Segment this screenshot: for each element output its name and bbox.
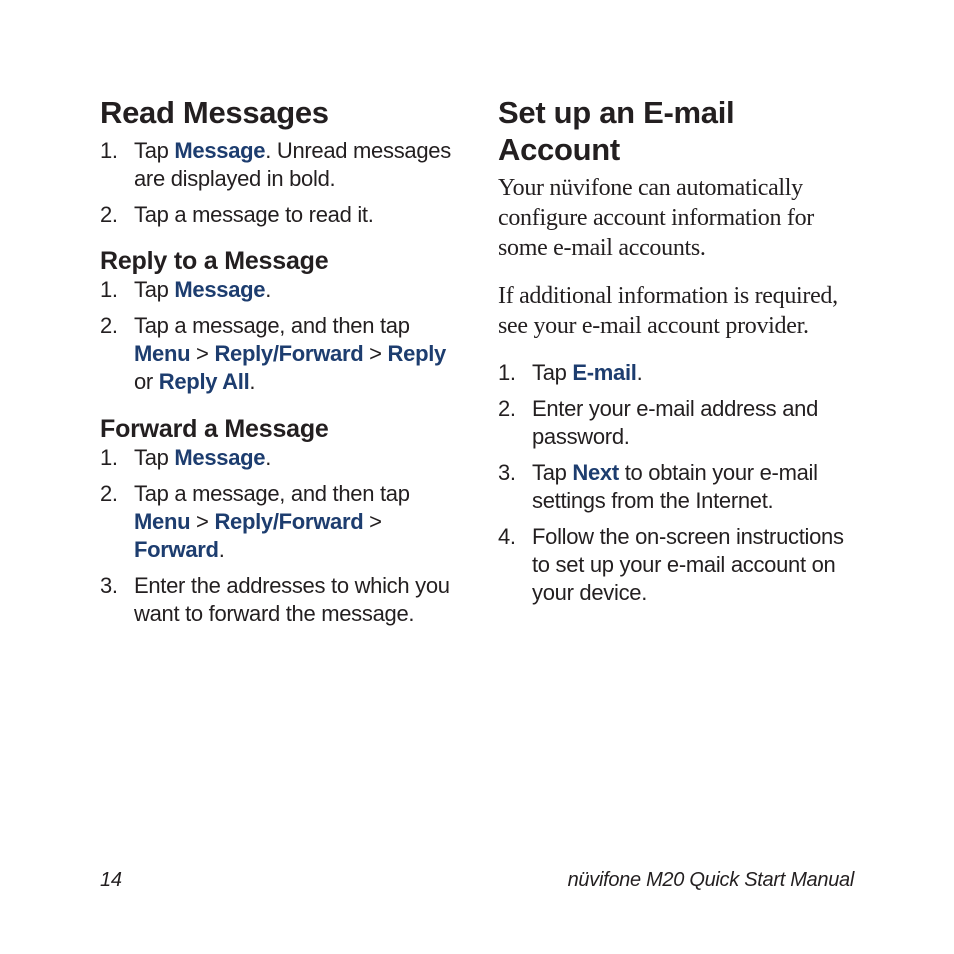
list-item: 3. Tap Next to obtain your e-mail settings from the Internet. xyxy=(498,460,818,513)
forward-key: Forward xyxy=(134,537,219,562)
list-item: 3. Enter the addresses to which you want to forward the message. xyxy=(100,573,450,626)
next-key: Next xyxy=(572,460,619,485)
manual-title: nüvifone M20 Quick Start Manual xyxy=(567,869,854,891)
right-column xyxy=(498,94,858,607)
page-number: 14 xyxy=(100,869,122,891)
list-item: 2. Tap a message, and then tap Menu > Reply/Forward > Reply or Reply All. xyxy=(100,313,446,394)
intro-paragraph: Your nüvifone can automatically configure account information for some e-mail accounts. xyxy=(498,175,814,261)
list-item: 1. Tap Message. Unread messages are displayed in bold. xyxy=(100,138,451,191)
list-item: 1. Tap Message. xyxy=(100,277,272,302)
email-key: E-mail xyxy=(572,360,637,385)
message-key: Message xyxy=(174,445,266,470)
list-item: 2. Tap a message to read it. xyxy=(100,202,374,227)
menu-key: Menu xyxy=(134,509,191,534)
read-messages-steps xyxy=(100,137,460,229)
provider-paragraph: If additional information is required, see your e-mail account provider. xyxy=(498,283,838,339)
reply-forward-key: Reply/Forward xyxy=(214,509,364,534)
email-setup-steps xyxy=(498,359,858,607)
list-item: 2. Enter your e-mail address and password. xyxy=(498,396,819,449)
reply-all-key: Reply All xyxy=(158,369,250,394)
message-key: Message xyxy=(174,138,266,163)
reply-forward-key: Reply/Forward xyxy=(214,341,364,366)
reply-key: Reply xyxy=(387,341,446,366)
email-setup-heading: Set up an E-mail Account xyxy=(498,95,735,167)
message-key: Message xyxy=(174,277,266,302)
reply-steps xyxy=(100,276,460,396)
read-messages-heading: Read Messages xyxy=(100,95,329,130)
list-item: 2. Tap a message, and then tap Menu > Reply/Forward > Forward. xyxy=(100,481,410,562)
list-item: 1. Tap Message. xyxy=(100,445,272,470)
list-item: 1. Tap E-mail. xyxy=(498,360,643,385)
left-column xyxy=(100,94,460,628)
forward-heading: Forward a Message xyxy=(100,415,329,443)
menu-key: Menu xyxy=(134,341,191,366)
reply-heading: Reply to a Message xyxy=(100,247,329,275)
list-item: 4. Follow the on-screen instructions to set up your e-mail account on your device. xyxy=(498,524,844,605)
forward-steps xyxy=(100,444,460,628)
